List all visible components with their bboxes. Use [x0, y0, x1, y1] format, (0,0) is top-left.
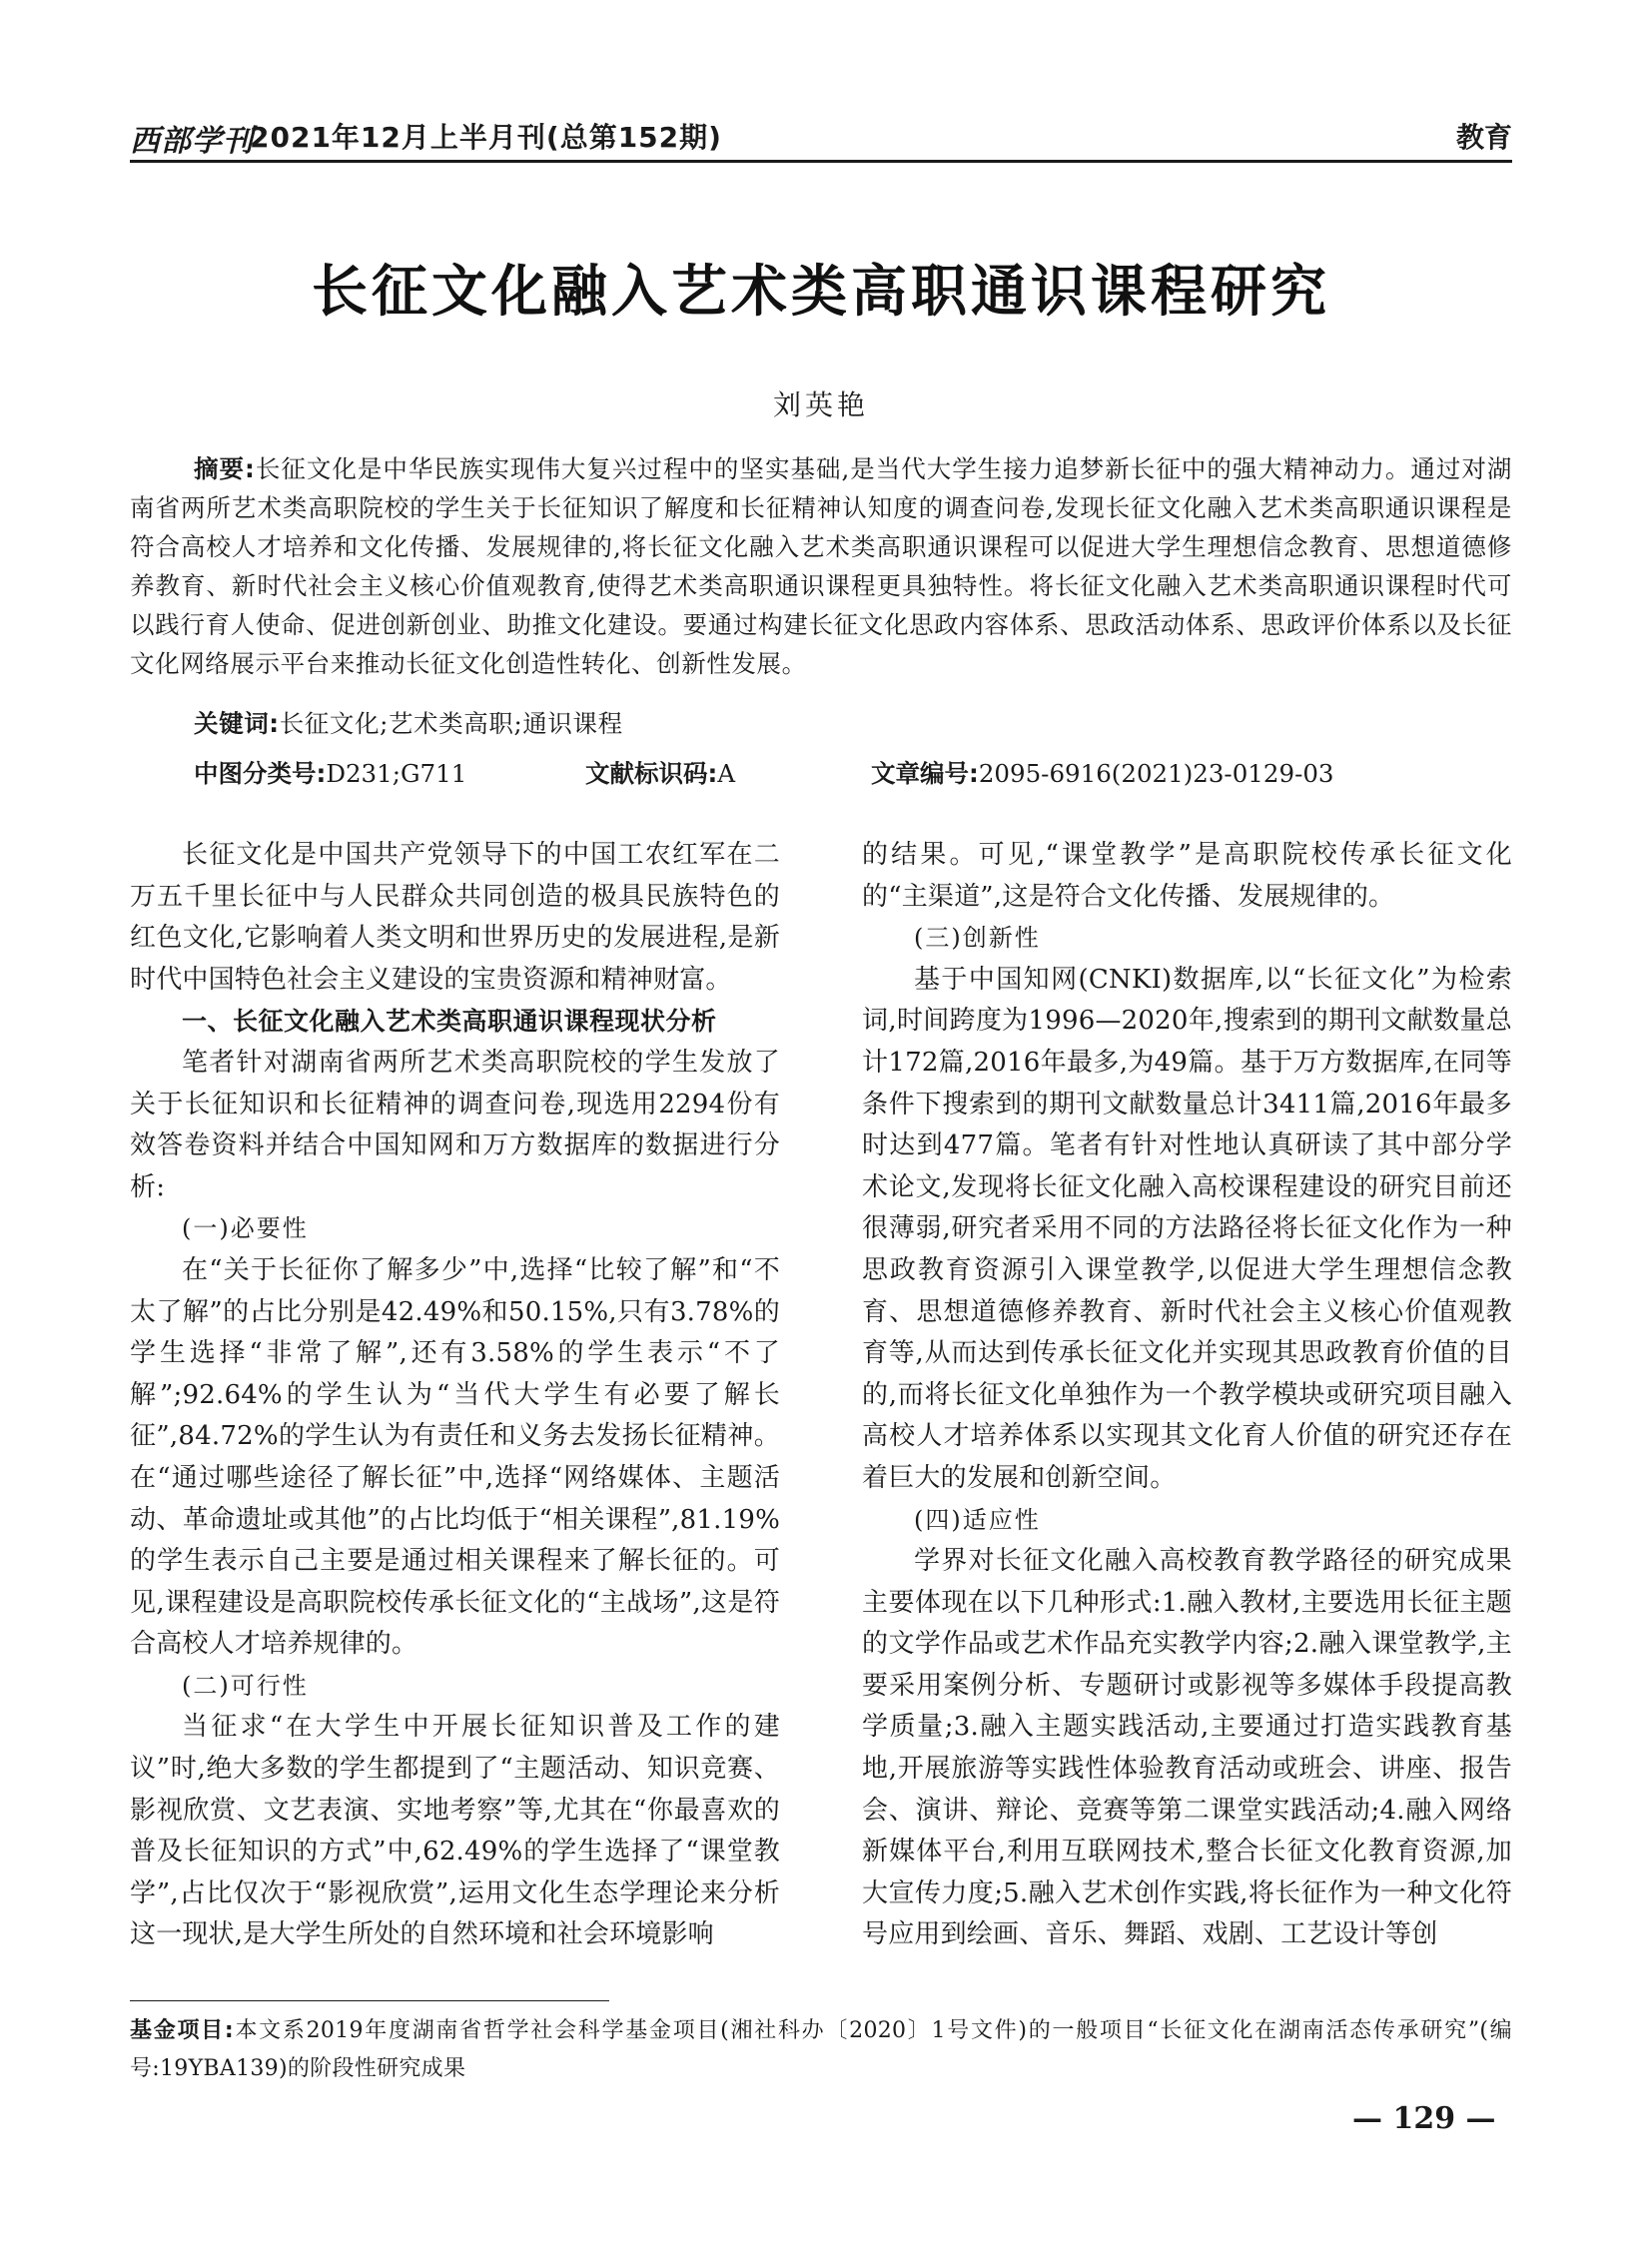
- clc-value: D231;G711: [326, 759, 467, 788]
- abstract: [130, 449, 1512, 683]
- subheading-innovation: (三)创新性: [914, 924, 1041, 953]
- footnote-label: 基金项目:: [130, 2018, 235, 2043]
- doc-label: 文献标识码:: [585, 759, 718, 788]
- clc-code: [194, 755, 466, 790]
- subheading-adaptability: (四)适应性: [914, 1505, 1041, 1534]
- funding-footnote: [130, 2012, 1512, 2088]
- section1-paragraph: 笔者针对湖南省两所艺术类高职院校的学生发放了关于长征知识和长征精神的调查问卷,现选用2294份有效答卷资料并结合中国知网和万方数据库的数据进行分析:: [130, 1047, 780, 1202]
- subheading-feasibility: (二)可行性: [182, 1671, 309, 1700]
- intro-paragraph: 长征文化是中国共产党领导下的中国工农红军在二万五千里长征中与人民群众共同创造的极具民族特色的红色文化,它影响着人类文明和世界历史的发展进程,是新时代中国特色社会主义建设的宝贵资源和精神财富。: [130, 840, 780, 995]
- footnote-text: 本文系2019年度湖南省哲学社会科学基金项目(湘社科办〔2020〕1号文件)的一般项目“长征文化在湖南活态传承研究”(编号:19YBA139)的阶段性研究成果: [130, 2018, 1512, 2081]
- article-label: 文章编号:: [871, 759, 979, 788]
- keywords-label: 关键词:: [194, 709, 280, 738]
- doc-value: A: [717, 759, 736, 788]
- feasibility-paragraph-continued: 的结果。可见,“课堂教学”是高职院校传承长征文化的“主渠道”,这是符合文化传播、发展规律的。: [862, 840, 1512, 912]
- article-value: 2095-6916(2021)23-0129-03: [978, 759, 1334, 788]
- innovation-paragraph: 基于中国知网(CNKI)数据库,以“长征文化”为检索词,时间跨度为1996—2020年,搜索到的期刊文献数量总计172篇,2016年最多,为49篇。基于万方数据库,在同等条件下搜索到的期刊文献数量总计3411篇,2016年最多时达到477篇。笔者有针对性地认真研读了其中部分学术论文,发现将长征文化融入高校课程建设的研究目前还很薄弱,研究者采用不同的方法路径将长征文化作为一种思政教育资源引入课堂教学,以促进大学生理想信念教育、思想道德修养教育、新时代社会主义核心价值观教育等,从而达到传承长征文化并实现其思政教育价值的目的,而将长征文化单独作为一个教学模块或研究项目融入高校人才培养体系以实现其文化育人价值的研究还存在着巨大的发展和创新空间。: [862, 964, 1512, 1493]
- clc-label: 中图分类号:: [194, 759, 327, 788]
- body-column-left: [130, 835, 780, 1956]
- classification-meta: [194, 755, 1512, 791]
- section-heading-1: 一、长征文化融入艺术类高职通识课程现状分析: [182, 1007, 717, 1037]
- subheading-necessity: (一)必要性: [182, 1214, 309, 1243]
- feasibility-paragraph: 当征求“在大学生中开展长征知识普及工作的建议”时,绝大多数的学生都提到了“主题活动、知识竞赛、影视欣赏、文艺表演、实地考察”等,尤其在“你最喜欢的普及长征知识的方式”中,62.49%的学生选择了“课堂教学”,占比仅次于“影视欣赏”,运用文化生态学理论来分析这一现状,是大学生所处的自然环境和社会环境影响: [130, 1712, 780, 1950]
- page-number: — 129 —: [1352, 2101, 1496, 2136]
- running-header: [130, 112, 1512, 162]
- footnote-rule: [130, 2000, 609, 2001]
- header-rule: [130, 160, 1512, 163]
- article-number: [871, 755, 1334, 790]
- necessity-paragraph: 在“关于长征你了解多少”中,选择“比较了解”和“不太了解”的占比分别是42.49%和50.15%,只有3.78%的学生选择“非常了解”,还有3.58%的学生表示“不了解”;92.64%的学生认为“当代大学生有必要了解长征”,84.72%的学生认为有责任和义务去发扬长征精神。在“通过哪些途径了解长征”中,选择“网络媒体、主题活动、革命遗址或其他”的占比均低于“相关课程”,81.19%的学生表示自己主要是通过相关课程来了解长征的。可见,课程建设是高职院校传承长征文化的“主战场”,这是符合高校人才培养规律的。: [130, 1254, 780, 1660]
- adaptability-paragraph: 学界对长征文化融入高校教育教学路径的研究成果主要体现在以下几种形式:1.融入教材,主要选用长征主题的文学作品或艺术作品充实教学内容;2.融入课堂教学,主要采用案例分析、专题研讨或影视等多媒体手段提高教学质量;3.融入主题实践活动,主要通过打造实践教育基地,开展旅游等实践性体验教育活动或班会、讲座、报告会、演讲、辩论、竞赛等第二课堂实践活动;4.融入网络新媒体平台,利用互联网技术,整合长征文化教育资源,加大宣传力度;5.融入艺术创作实践,将长征作为一种文化符号应用到绘画、音乐、舞蹈、戏剧、工艺设计等创: [862, 1546, 1512, 1950]
- section-name: 教育: [1455, 121, 1512, 154]
- paper-title: 长征文化融入艺术类高职通识课程研究: [312, 260, 1330, 325]
- journal-issue: 2021年12月上半月刊(总第152期): [250, 121, 722, 154]
- keywords-text: 长征文化;艺术类高职;通识课程: [279, 709, 623, 738]
- journal-logo: 西部学刊: [130, 124, 254, 159]
- author-name: 刘英艳: [772, 388, 869, 421]
- abstract-text: 长征文化是中华民族实现伟大复兴过程中的坚实基础,是当代大学生接力追梦新长征中的强大精神动力。通过对湖南省两所艺术类高职院校的学生关于长征知识了解度和长征精神认知度的调查问卷,发现长征文化融入艺术类高职通识课程是符合高校人才培养和文化传播、发展规律的,将长征文化融入艺术类高职通识课程可以促进大学生理想信念教育、思想道德修养教育、新时代社会主义核心价值观教育,使得艺术类高职通识课程更具独特性。将长征文化融入艺术类高职通识课程时代可以践行育人使命、促进创新创业、助推文化建设。要通过构建长征文化思政内容体系、思政活动体系、思政评价体系以及长征文化网络展示平台来推动长征文化创造性转化、创新性发展。: [130, 454, 1512, 678]
- abstract-label: 摘要:: [194, 454, 256, 483]
- body-column-right: [862, 835, 1512, 1956]
- doc-code: [585, 755, 735, 790]
- keywords: [194, 705, 623, 740]
